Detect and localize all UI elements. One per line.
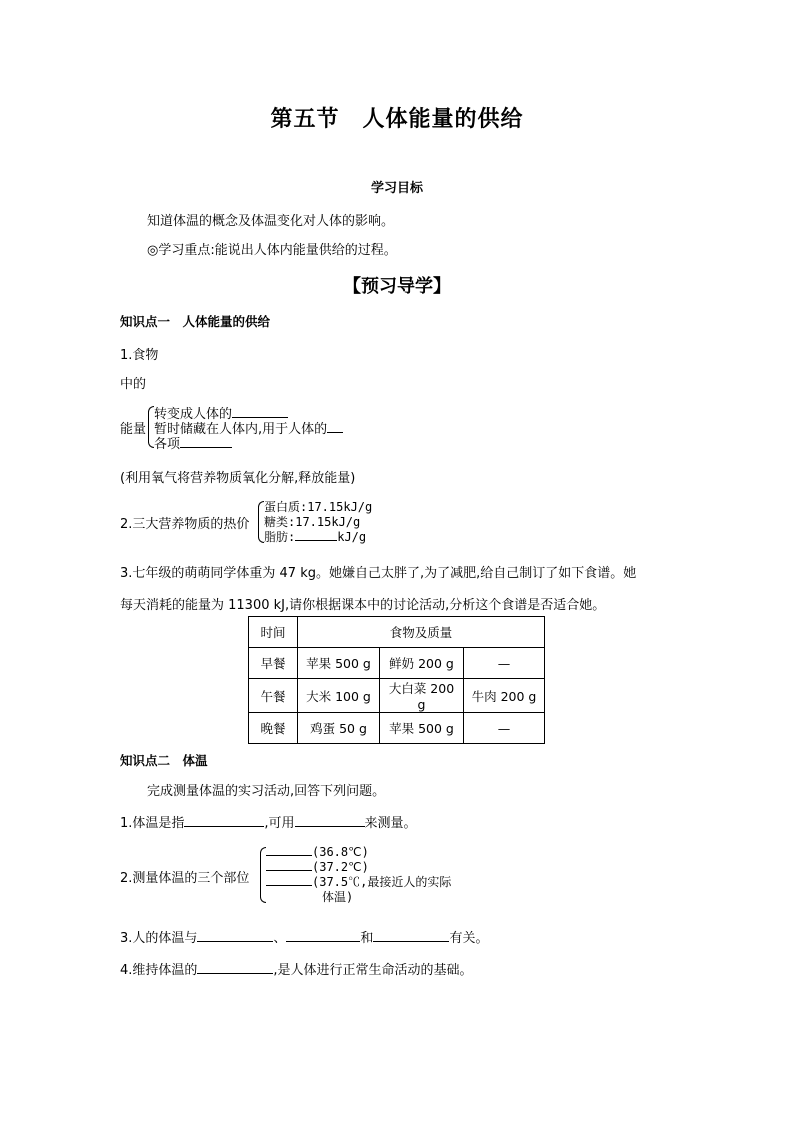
energy-branch-1: 转变成人体的 — [154, 403, 288, 422]
blank — [266, 858, 312, 871]
objective-line-1: 知道体温的概念及体温变化对人体的影响。 — [147, 214, 395, 229]
table-row — [249, 679, 545, 713]
kp1-item2-label: 2.三大营养物质的热价 — [120, 517, 250, 532]
blank — [266, 873, 312, 886]
blank — [197, 929, 273, 942]
blank — [295, 528, 337, 541]
objective-line-2: ◎学习重点:能说出人体内能量供给的过程。 — [147, 243, 397, 258]
blank — [295, 814, 365, 827]
kp1-item3-line1: 3.七年级的萌萌同学体重为 47 kg。她嫌自己太胖了,为了减肥,给自己制订了如下食谱。她 — [120, 566, 637, 581]
energy-branch-3: 各项 — [154, 433, 232, 452]
energy-label: 能量 — [120, 422, 147, 437]
blank — [266, 843, 312, 856]
table-header-row — [249, 617, 545, 648]
blank — [232, 405, 288, 418]
energy-branch-2: 暂时储藏在人体内,用于人体的 — [154, 418, 343, 437]
kp2-q2-label: 2.测量体温的三个部位 — [120, 871, 250, 886]
kp2-q3: 3.人的体温与 、 和 有关。 — [120, 931, 489, 946]
kp2-heading: 知识点二 体温 — [120, 753, 208, 768]
table-row — [249, 713, 545, 744]
table-cell: — — [464, 713, 545, 744]
blank — [286, 929, 360, 942]
table-row — [249, 648, 545, 679]
table-cell: 晚餐 — [249, 713, 298, 744]
blank — [327, 420, 343, 433]
kp1-item1-line2: 中的 — [120, 377, 147, 392]
table-cell: 午餐 — [249, 679, 298, 713]
table-header-cell: 食物及质量 — [298, 617, 545, 648]
table-cell: — — [464, 648, 545, 679]
calorie-protein: 蛋白质:17.15kJ/g — [264, 500, 373, 514]
blank — [184, 814, 264, 827]
objectives-heading: 学习目标 — [370, 181, 423, 196]
body-site-3-cont: 体温) — [322, 890, 354, 904]
kp1-item1-label: 1.食物 — [120, 348, 159, 363]
body-site-2: (37.2℃) — [266, 858, 369, 874]
page-title: 第五节 人体能量的供给 — [270, 107, 524, 132]
meal-table — [248, 616, 545, 744]
kp2-q4: 4.维持体温的 ,是人体进行正常生命活动的基础。 — [120, 963, 473, 978]
body-site-1: (36.8℃) — [266, 843, 369, 859]
body-site-3: (37.5℃,最接近人的实际 — [266, 873, 451, 890]
table-cell: 苹果 500 g — [298, 648, 380, 679]
blank — [180, 435, 232, 448]
blank — [197, 961, 273, 974]
kp1-item3-line2: 每天消耗的能量为 11300 kJ,请你根据课本中的讨论活动,分析这个食谱是否适合她。 — [120, 598, 606, 613]
table-cell: 鸡蛋 50 g — [298, 713, 380, 744]
blank — [373, 929, 449, 942]
calorie-fat: 脂肪: kJ/g — [264, 530, 367, 544]
table-cell: 早餐 — [249, 648, 298, 679]
table-header-cell: 时间 — [249, 617, 298, 648]
kp2-q1: 1.体温是指 ,可用 来测量。 — [120, 816, 417, 831]
kp1-heading: 知识点一 人体能量的供给 — [120, 314, 271, 329]
kp2-intro: 完成测量体温的实习活动,回答下列问题。 — [147, 784, 386, 799]
kp1-item1-note: (利用氧气将营养物质氧化分解,释放能量) — [120, 471, 356, 486]
table-cell: 苹果 500 g — [380, 713, 464, 744]
table-cell: 大米 100 g — [298, 679, 380, 713]
table-cell: 大白菜 200 g — [380, 679, 464, 713]
calorie-sugar: 糖类:17.15kJ/g — [264, 515, 361, 529]
table-cell: 牛肉 200 g — [464, 679, 545, 713]
section-title: 【预习导学】 — [343, 276, 451, 297]
table-cell: 鲜奶 200 g — [380, 648, 464, 679]
